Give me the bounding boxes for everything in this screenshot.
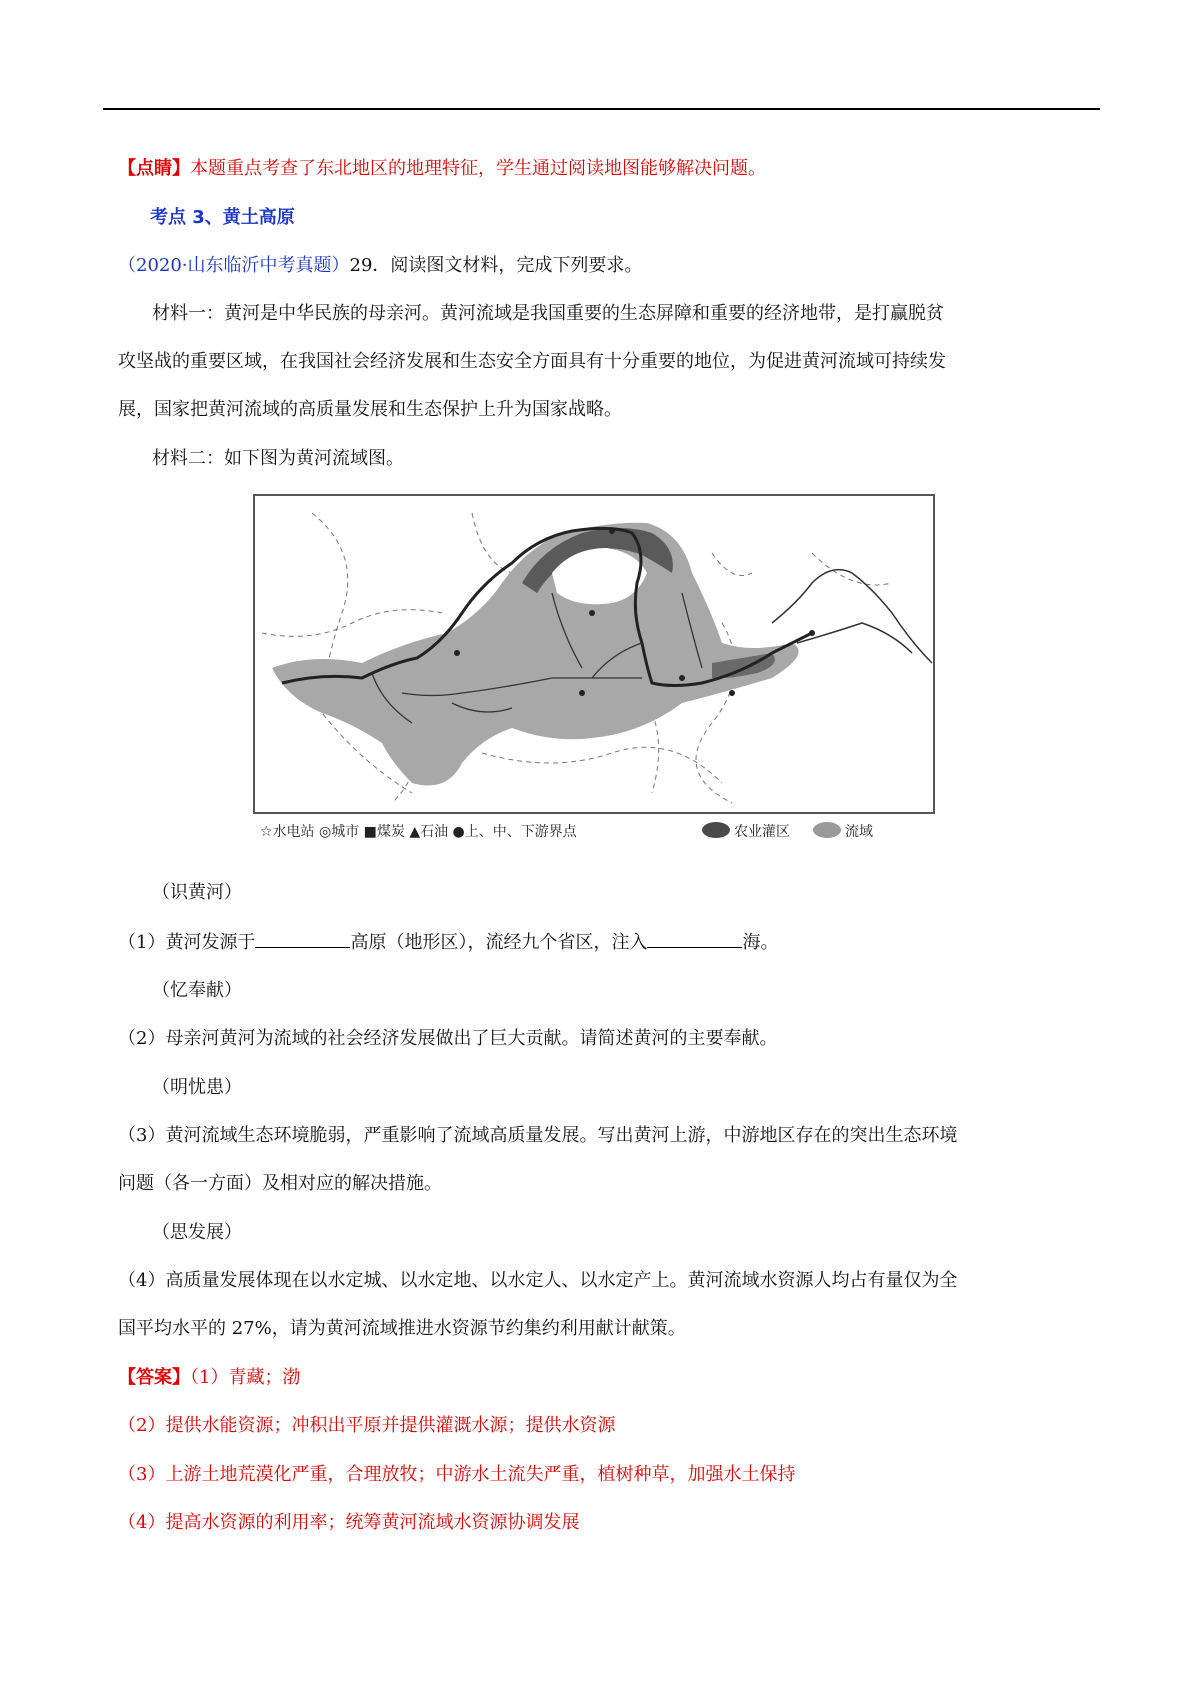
answer-blank-2[interactable] <box>647 929 742 948</box>
part3-question-line1: （3）黄河流域生态环境脆弱，严重影响了流域高质量发展。写出黄河上游，中游地区存在的突出生态环境 <box>118 1125 958 1146</box>
part2-question: （2）母亲河黄河为流域的社会经济发展做出了巨大贡献。请简述黄河的主要奉献。 <box>118 1028 778 1049</box>
answer-1: （1）青藏；渤 <box>190 1367 301 1388</box>
material1-line2: 攻坚战的重要区域，在我国社会经济发展和生态安全方面具有十分重要的地位，为促进黄河流域可持续发 <box>118 351 946 372</box>
question-text: 29．阅读图文材料，完成下列要求。 <box>349 255 643 276</box>
part1-heading: （识黄河） <box>152 882 242 903</box>
part3-question-line2: 问题（各一方面）及相对应的解决措施。 <box>118 1173 442 1194</box>
material2-caption: 材料二：如下图为黄河流域图。 <box>152 448 404 469</box>
dianjing-tag: 【点睛】 <box>118 158 190 179</box>
part4-question-line2: 国平均水平的 27%，请为黄河流域推进水资源节约集约利用献计献策。 <box>118 1318 686 1339</box>
answer-line1 <box>118 1366 1108 1390</box>
answer-tag: 【答案】 <box>118 1367 190 1388</box>
part3-heading: （明忧患） <box>152 1077 242 1098</box>
part1-q-suffix: 海。 <box>742 932 779 953</box>
answer-4: （4）提高水资源的利用率；统筹黄河流域水资源协调发展 <box>118 1512 580 1533</box>
answer-2: （2）提供水能资源；冲积出平原并提供灌溉水源；提供水资源 <box>118 1415 616 1436</box>
legend-basin-label: 流域 <box>845 824 873 840</box>
material1-line3: 展，国家把黄河流域的高质量发展和生态保护上升为国家战略。 <box>118 399 622 420</box>
part1-q-prefix: （1）黄河发源于 <box>118 932 256 953</box>
legend-basin-swatch <box>813 822 841 838</box>
material1-line1: 材料一：黄河是中华民族的母亲河。黄河流域是我国重要的生态屏障和重要的经济地带，是打赢脱贫 <box>152 303 944 324</box>
map-legend: ☆水电站 ◎城市 ■煤炭 ▲石油 ●上、中、下游界点 <box>260 824 577 840</box>
dianjing-text: 本题重点考查了东北地区的地理特征，学生通过阅读地图能够解决问题。 <box>190 158 766 179</box>
question-source: （2020·山东临沂中考真题） <box>118 255 350 276</box>
answer-3: （3）上游土地荒漠化严重，合理放牧；中游水土流失严重，植树种草，加强水土保持 <box>118 1464 796 1485</box>
part4-question-line1: （4）高质量发展体现在以水定城、以水定地、以水定人、以水定产上。黄河流域水资源人均占有量仅为全 <box>118 1270 958 1291</box>
answer-blank-1[interactable] <box>255 929 350 948</box>
question-intro <box>118 254 1108 278</box>
dianjing-paragraph <box>118 157 1108 181</box>
part1-q-mid: 高原（地形区），流经九个省区，注入 <box>350 932 648 953</box>
yellow-river-basin-map <box>252 493 936 860</box>
part2-heading: （忆奉献） <box>152 980 242 1001</box>
section-title: 考点 3、黄土高原 <box>150 207 295 228</box>
legend-agri-label: 农业灌区 <box>734 824 790 840</box>
part1-question <box>118 929 1108 955</box>
part4-heading: （思发展） <box>152 1222 242 1243</box>
legend-agri-swatch <box>702 822 730 838</box>
header-rule <box>103 108 1100 110</box>
